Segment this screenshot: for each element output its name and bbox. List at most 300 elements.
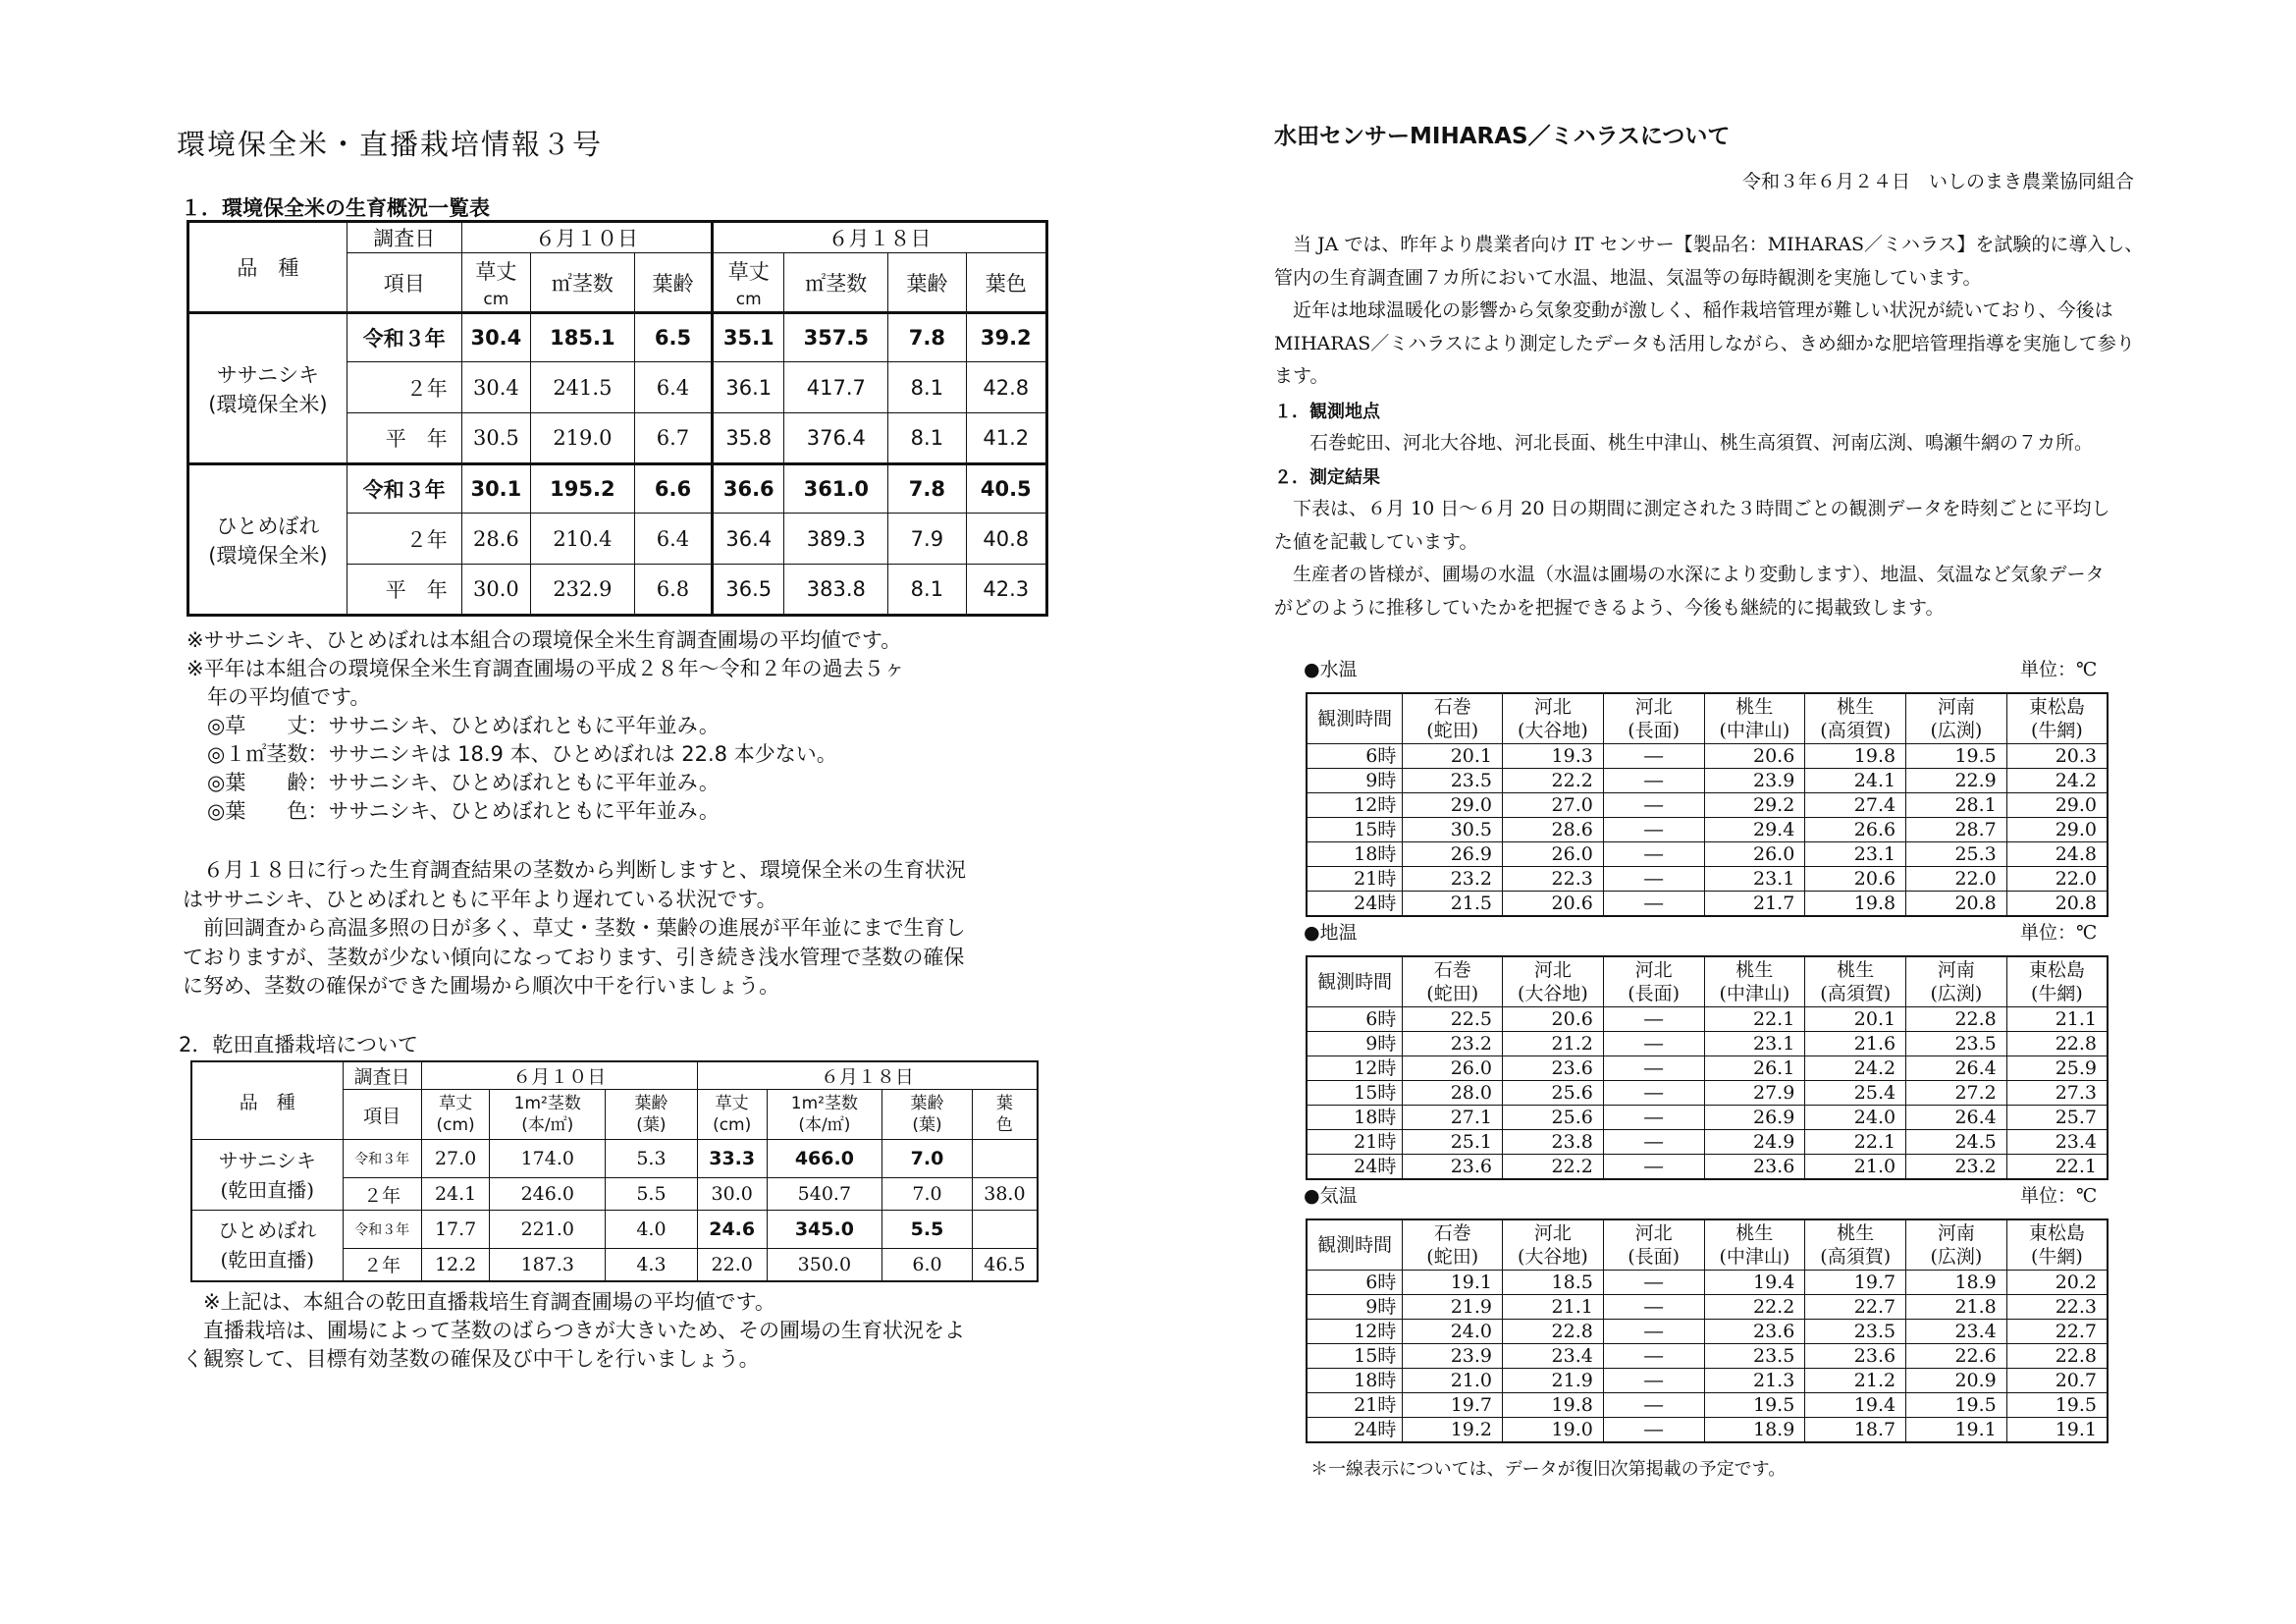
temperature-cell: 26.1 <box>1704 1056 1805 1081</box>
data-cell: 41.2 <box>966 413 1046 464</box>
data-cell: 8.1 <box>888 565 966 616</box>
temperature-cell: 23.9 <box>1403 1344 1503 1369</box>
data-cell: 540.7 <box>767 1178 882 1211</box>
text-line: た値を記載しています。 <box>1274 530 1478 553</box>
station-header: 桃生 (高須賀) <box>1805 1219 1906 1271</box>
temperature-cell: 22.2 <box>1503 769 1604 793</box>
temperature-cell: 25.6 <box>1503 1081 1604 1106</box>
row-label: 令和３年 <box>343 1211 421 1249</box>
row-label: ２年 <box>347 514 461 565</box>
temperature-cell: 23.6 <box>1503 1056 1604 1081</box>
temperature-cell: 27.9 <box>1704 1081 1805 1106</box>
data-cell: 36.5 <box>713 565 784 616</box>
temperature-cell: ― <box>1603 1155 1704 1180</box>
text-line: ◎葉 色：ササニシキ、ひとめぼれともに平年並み。 <box>187 799 720 823</box>
variety-name: ひとめぼれ (環境保全米) <box>188 464 347 616</box>
temperature-cell: 24.2 <box>2006 769 2108 793</box>
data-cell: 40.8 <box>966 514 1046 565</box>
station-header: 河南 (広渕) <box>1906 956 2007 1007</box>
data-cell: 357.5 <box>784 313 888 362</box>
temperature-cell: 24.5 <box>1906 1130 2007 1155</box>
data-cell: 185.1 <box>530 313 634 362</box>
temperature-cell: 22.5 <box>1403 1007 1503 1032</box>
temperature-cell: 20.6 <box>1704 744 1805 769</box>
temperature-cell: 21.6 <box>1805 1032 1906 1056</box>
temperature-cell: 21.0 <box>1403 1369 1503 1393</box>
data-cell: 383.8 <box>784 565 888 616</box>
data-cell: 7.0 <box>882 1178 973 1211</box>
text-line: 生産者の皆様が、圃場の水温（水温は圃場の水深により変動します）、地温、気温など気象データ <box>1274 564 2105 585</box>
data-cell: 24.6 <box>697 1211 767 1249</box>
temperature-cell: 29.4 <box>1704 818 1805 842</box>
temperature-cell: ― <box>1603 769 1704 793</box>
temperature-cell: 21.9 <box>1503 1369 1604 1393</box>
temperature-cell: 19.5 <box>1704 1393 1805 1418</box>
temperature-cell: 22.8 <box>2006 1032 2108 1056</box>
temperature-cell: 21.3 <box>1704 1369 1805 1393</box>
temperature-cell: 26.4 <box>1906 1106 2007 1130</box>
temperature-cell: 19.0 <box>1503 1418 1604 1443</box>
data-cell: 46.5 <box>972 1249 1038 1281</box>
data-cell: 30.4 <box>461 313 530 362</box>
text-line: に努め、茎数の確保ができた圃場から順次中干を行いましょう。 <box>183 974 780 998</box>
temperature-cell: 29.2 <box>1704 793 1805 818</box>
time-cell: 15時 <box>1307 1081 1403 1106</box>
text-line: く観察して、目標有効茎数の確保及び中干しを行いましょう。 <box>183 1347 760 1371</box>
intro-text <box>1274 229 2143 394</box>
col-tillers: 1m²茎数 (本/㎡) <box>490 1090 606 1140</box>
temperature-cell: 20.6 <box>1805 867 1906 892</box>
text-line: ※上記は、本組合の乾田直播栽培生育調査圃場の平均値です。 <box>183 1290 775 1314</box>
temperature-cell: 22.3 <box>2006 1295 2108 1320</box>
time-cell: 15時 <box>1307 1344 1403 1369</box>
unit-label: 単位：℃ <box>2020 922 2098 944</box>
data-cell: 22.0 <box>697 1249 767 1281</box>
direct-seeding-table <box>190 1060 1039 1282</box>
temperature-cell: 29.0 <box>2006 793 2108 818</box>
temperature-cell: ― <box>1603 1081 1704 1106</box>
data-cell: 376.4 <box>784 413 888 464</box>
temperature-cell: 19.8 <box>1805 892 1906 917</box>
data-cell: 42.8 <box>966 362 1046 413</box>
time-cell: 24時 <box>1307 892 1403 917</box>
temperature-cell: 22.2 <box>1503 1155 1604 1180</box>
data-cell: 7.8 <box>888 464 966 514</box>
data-cell: 27.0 <box>421 1140 490 1178</box>
row-label: ２年 <box>347 362 461 413</box>
temperature-cell: 28.0 <box>1403 1081 1503 1106</box>
time-cell: 9時 <box>1307 769 1403 793</box>
row-label: 平 年 <box>347 413 461 464</box>
temperature-cell: 23.2 <box>1906 1155 2007 1180</box>
data-cell: 241.5 <box>530 362 634 413</box>
temperature-cell: 19.4 <box>1805 1393 1906 1418</box>
temperature-cell: 18.9 <box>1704 1418 1805 1443</box>
temperature-cell: 19.7 <box>1403 1393 1503 1418</box>
col-leaf-age: 葉齢 <box>634 253 712 313</box>
temperature-cell: 22.2 <box>1704 1295 1805 1320</box>
data-cell: 30.0 <box>697 1178 767 1211</box>
row-label: 令和３年 <box>347 464 461 514</box>
data-cell: 232.9 <box>530 565 634 616</box>
variety-name: ササニシキ (環境保全米) <box>188 313 347 464</box>
col-height: 草丈 (cm) <box>697 1090 767 1140</box>
temperature-cell: 23.1 <box>1805 842 1906 867</box>
data-cell: 6.8 <box>634 565 712 616</box>
time-cell: 6時 <box>1307 1271 1403 1295</box>
temperature-cell: 20.8 <box>2006 892 2108 917</box>
text-line: MIHARAS／ミハラスにより測定したデータも活用しながら、きめ細かな肥培管理指導を実施して参り <box>1274 332 2135 354</box>
temperature-cell: ― <box>1603 1271 1704 1295</box>
temperature-cell: 21.1 <box>2006 1007 2108 1032</box>
time-cell: 24時 <box>1307 1155 1403 1180</box>
station-header: 石巻 (蛇田) <box>1403 956 1503 1007</box>
temperature-cell: 24.8 <box>2006 842 2108 867</box>
survey-date-header: 調査日 <box>343 1061 421 1090</box>
data-cell: 40.5 <box>966 464 1046 514</box>
time-cell: 18時 <box>1307 1369 1403 1393</box>
survey-date-header: 調査日 <box>347 222 461 253</box>
temperature-cell: 21.8 <box>1906 1295 2007 1320</box>
data-cell: 5.3 <box>606 1140 698 1178</box>
sensor-table <box>1306 692 2109 917</box>
col-leaf-age: 葉齢 (葉) <box>882 1090 973 1140</box>
right-title: 水田センサーMIHARAS／ミハラスについて <box>1274 124 1731 149</box>
temperature-cell: 21.9 <box>1403 1295 1503 1320</box>
row-label: ２年 <box>343 1178 421 1211</box>
row-label: 平 年 <box>347 565 461 616</box>
data-cell: 33.3 <box>697 1140 767 1178</box>
data-cell: 219.0 <box>530 413 634 464</box>
temperature-cell: 24.0 <box>1403 1320 1503 1344</box>
temperature-cell: 24.2 <box>1805 1056 1906 1081</box>
temperature-cell: 19.3 <box>1503 744 1604 769</box>
temperature-cell: 20.9 <box>1906 1369 2007 1393</box>
sensor-table <box>1306 1218 2109 1443</box>
temperature-cell: ― <box>1603 1130 1704 1155</box>
row-label: ２年 <box>343 1249 421 1281</box>
section1-commentary <box>183 856 966 1001</box>
temperature-cell: 19.1 <box>2006 1418 2108 1443</box>
temperature-cell: 23.2 <box>1403 867 1503 892</box>
data-cell: 8.1 <box>888 362 966 413</box>
text-line: ておりますが、茎数が少ない傾向になっております、引き続き浅水管理で茎数の確保 <box>183 945 965 969</box>
data-cell: 24.1 <box>421 1178 490 1211</box>
col-tillers: ㎡茎数 <box>784 253 888 313</box>
variety-header: 品 種 <box>188 222 347 313</box>
col-tillers: ㎡茎数 <box>530 253 634 313</box>
temperature-cell: 24.9 <box>1704 1130 1805 1155</box>
station-header: 桃生 (中津山) <box>1704 956 1805 1007</box>
text-line: 近年は地球温暖化の影響から気象変動が激しく、稲作栽培管理が難しい状況が続いており、今後は <box>1274 299 2113 321</box>
data-cell: 389.3 <box>784 514 888 565</box>
temperature-cell: 21.2 <box>1503 1032 1604 1056</box>
temperature-cell: 26.6 <box>1805 818 1906 842</box>
temperature-cell: 22.8 <box>2006 1344 2108 1369</box>
temperature-cell: 20.3 <box>2006 744 2108 769</box>
temperature-cell: ― <box>1603 1393 1704 1418</box>
section2-commentary <box>183 1288 965 1374</box>
temperature-cell: 23.5 <box>1906 1032 2007 1056</box>
temperature-cell: 26.0 <box>1704 842 1805 867</box>
variety-name: ひとめぼれ (乾田直播) <box>191 1211 343 1281</box>
temperature-cell: 22.1 <box>1704 1007 1805 1032</box>
data-cell: 39.2 <box>966 313 1046 362</box>
time-header: 観測時間 <box>1307 956 1403 1007</box>
temperature-cell: 26.0 <box>1403 1056 1503 1081</box>
temperature-cell: 25.3 <box>1906 842 2007 867</box>
data-cell: 7.0 <box>882 1140 973 1178</box>
data-cell: 6.0 <box>882 1249 973 1281</box>
data-cell: 36.4 <box>713 514 784 565</box>
temperature-cell: 18.5 <box>1503 1271 1604 1295</box>
text-line: 下表は、６月 10 日～６月 20 日の期間に測定された３時間ごとの観測データを時刻ごとに平均し <box>1274 498 2110 519</box>
time-header: 観測時間 <box>1307 1219 1403 1271</box>
station-header: 河北 (大谷地) <box>1503 693 1604 744</box>
temperature-cell: 18.7 <box>1805 1418 1906 1443</box>
data-cell: 6.5 <box>634 313 712 362</box>
data-cell: 195.2 <box>530 464 634 514</box>
observation-points-text: 石巻蛇田、河北大谷地、河北長面、桃生中津山、桃生高須賀、河南広渕、鳴瀬牛網の７カ所。 <box>1309 432 2094 454</box>
temperature-cell: 19.5 <box>1906 744 2007 769</box>
observation-points-heading: １．観測地点 <box>1274 402 1380 422</box>
text-line: ◎１㎡茎数：ササニシキは 18.9 本、ひとめぼれは 22.8 本少ない。 <box>187 742 837 766</box>
temperature-cell: 24.1 <box>1805 769 1906 793</box>
temperature-cell: 26.4 <box>1906 1056 2007 1081</box>
col-tillers: 1m²茎数 (本/㎡) <box>767 1090 882 1140</box>
col-height: 草丈 (cm) <box>421 1090 490 1140</box>
data-cell: 5.5 <box>606 1178 698 1211</box>
temperature-cell: 27.1 <box>1403 1106 1503 1130</box>
data-cell: 466.0 <box>767 1140 882 1178</box>
station-header: 河南 (広渕) <box>1906 693 2007 744</box>
data-cell: 42.3 <box>966 565 1046 616</box>
sensor-table <box>1306 955 2109 1180</box>
temperature-cell: ― <box>1603 1032 1704 1056</box>
temperature-cell: 22.6 <box>1906 1344 2007 1369</box>
temperature-cell: ― <box>1603 793 1704 818</box>
text-line: 当 JA では、昨年より農業者向け IT センサー【製品名：MIHARAS／ミハラス】を試験的に導入し、 <box>1274 234 2144 255</box>
temperature-cell: 19.8 <box>1503 1393 1604 1418</box>
temperature-cell: ― <box>1603 744 1704 769</box>
data-cell: 4.0 <box>606 1211 698 1249</box>
text-line: ます。 <box>1274 365 1329 387</box>
temperature-cell: 19.5 <box>1906 1393 2007 1418</box>
text-line: ※平年は本組合の環境保全米生育調査圃場の平成２８年～令和２年の過去５ヶ <box>187 657 905 680</box>
col-leaf-age: 葉齢 <box>888 253 966 313</box>
text-line: 直播栽培は、圃場によって茎数のばらつきが大きいため、その圃場の生育状況をよ <box>183 1319 965 1342</box>
text-line: ◎草 丈：ササニシキ、ひとめぼれともに平年並み。 <box>187 714 720 737</box>
time-cell: 21時 <box>1307 1393 1403 1418</box>
temperature-cell: 18.9 <box>1906 1271 2007 1295</box>
temperature-cell: 26.9 <box>1704 1106 1805 1130</box>
temperature-cell: 25.9 <box>2006 1056 2108 1081</box>
data-cell: 36.1 <box>713 362 784 413</box>
data-cell: 30.1 <box>461 464 530 514</box>
temperature-cell: ― <box>1603 1369 1704 1393</box>
station-header: 桃生 (高須賀) <box>1805 693 1906 744</box>
data-cell: 6.4 <box>634 362 712 413</box>
document-title: 環境保全米・直播栽培情報３号 <box>177 128 604 161</box>
data-cell: 30.4 <box>461 362 530 413</box>
station-header: 河南 (広渕) <box>1906 1219 2007 1271</box>
item-header: 項目 <box>343 1090 421 1140</box>
data-cell: 246.0 <box>490 1178 606 1211</box>
temperature-cell: 22.8 <box>1906 1007 2007 1032</box>
data-cell: 221.0 <box>490 1211 606 1249</box>
temperature-cell: 23.6 <box>1805 1344 1906 1369</box>
section1-notes <box>187 626 905 826</box>
time-header: 観測時間 <box>1307 693 1403 744</box>
date1-header: ６月１０日 <box>461 222 712 253</box>
data-cell: 36.6 <box>713 464 784 514</box>
time-cell: 21時 <box>1307 1130 1403 1155</box>
temperature-cell: 20.1 <box>1403 744 1503 769</box>
station-header: 石巻 (蛇田) <box>1403 1219 1503 1271</box>
data-cell: 35.1 <box>713 313 784 362</box>
temperature-cell: 25.7 <box>2006 1106 2108 1130</box>
station-header: 河北 (長面) <box>1603 693 1704 744</box>
temperature-cell: ― <box>1603 1056 1704 1081</box>
time-cell: 6時 <box>1307 744 1403 769</box>
temperature-cell: 22.0 <box>2006 867 2108 892</box>
temperature-cell: 23.2 <box>1403 1032 1503 1056</box>
temperature-cell: ― <box>1603 867 1704 892</box>
data-cell: 6.4 <box>634 514 712 565</box>
data-cell: 5.5 <box>882 1211 973 1249</box>
temperature-cell: 23.6 <box>1704 1320 1805 1344</box>
temperature-cell: 23.5 <box>1403 769 1503 793</box>
text-line: がどのように推移していたかを把握できるよう、今後も継続的に掲載致します。 <box>1274 596 1945 619</box>
data-cell: 8.1 <box>888 413 966 464</box>
data-cell: 187.3 <box>490 1249 606 1281</box>
temperature-cell: 23.4 <box>1503 1344 1604 1369</box>
text-line: はササニシキ、ひとめぼれともに平年より遅れている状況です。 <box>183 887 777 911</box>
temperature-cell: 21.2 <box>1805 1369 1906 1393</box>
time-cell: 15時 <box>1307 818 1403 842</box>
temperature-cell: 26.9 <box>1403 842 1503 867</box>
temperature-cell: 21.7 <box>1704 892 1805 917</box>
data-cell <box>972 1140 1038 1178</box>
temperature-cell: 20.6 <box>1503 892 1604 917</box>
temperature-cell: 30.5 <box>1403 818 1503 842</box>
time-cell: 9時 <box>1307 1032 1403 1056</box>
date1-header: ６月１０日 <box>421 1061 697 1090</box>
data-cell: 28.6 <box>461 514 530 565</box>
temperature-cell: 23.6 <box>1704 1155 1805 1180</box>
time-cell: 21時 <box>1307 867 1403 892</box>
data-cell: 417.7 <box>784 362 888 413</box>
temperature-cell: 25.6 <box>1503 1106 1604 1130</box>
data-cell: 350.0 <box>767 1249 882 1281</box>
temperature-cell: ― <box>1603 1295 1704 1320</box>
temperature-cell: ― <box>1603 1418 1704 1443</box>
time-cell: 12時 <box>1307 1056 1403 1081</box>
temperature-cell: 19.2 <box>1403 1418 1503 1443</box>
temperature-cell: 23.9 <box>1704 769 1805 793</box>
temperature-cell: 22.3 <box>1503 867 1604 892</box>
data-cell <box>972 1211 1038 1249</box>
temperature-cell: 28.1 <box>1906 793 2007 818</box>
section1-heading: １．環境保全米の生育概況一覧表 <box>181 196 490 220</box>
temperature-cell: ― <box>1603 1320 1704 1344</box>
temperature-cell: 23.5 <box>1805 1320 1906 1344</box>
temperature-cell: 19.8 <box>1805 744 1906 769</box>
station-header: 東松島 (牛網) <box>2006 956 2108 1007</box>
data-cell: 12.2 <box>421 1249 490 1281</box>
col-leaf-age: 葉齢 (葉) <box>606 1090 698 1140</box>
data-cell: 361.0 <box>784 464 888 514</box>
col-leaf-color: 葉色 <box>966 253 1046 313</box>
data-cell: 17.7 <box>421 1211 490 1249</box>
temperature-cell: 23.8 <box>1503 1130 1604 1155</box>
temperature-cell: 19.4 <box>1704 1271 1805 1295</box>
data-cell: 38.0 <box>972 1178 1038 1211</box>
variety-name: ササニシキ (乾田直播) <box>191 1140 343 1211</box>
temperature-cell: 23.1 <box>1704 1032 1805 1056</box>
time-cell: 6時 <box>1307 1007 1403 1032</box>
col-leaf-color: 葉 色 <box>972 1090 1038 1140</box>
temperature-cell: 25.1 <box>1403 1130 1503 1155</box>
temperature-cell: 22.7 <box>1805 1295 1906 1320</box>
text-line: 前回調査から高温多照の日が多く、草丈・茎数・葉齢の進展が平年並にまで生育し <box>183 916 966 940</box>
time-cell: 12時 <box>1307 1320 1403 1344</box>
temperature-cell: 28.6 <box>1503 818 1604 842</box>
time-cell: 12時 <box>1307 793 1403 818</box>
temperature-cell: ― <box>1603 842 1704 867</box>
temperature-cell: 19.5 <box>2006 1393 2108 1418</box>
variety-header: 品 種 <box>191 1061 343 1140</box>
data-cell: 6.7 <box>634 413 712 464</box>
col-height: 草丈 cm <box>713 253 784 313</box>
section2-heading: 2．乾田直播栽培について <box>179 1033 418 1056</box>
temperature-cell: 19.1 <box>1906 1418 2007 1443</box>
temperature-cell: 29.0 <box>2006 818 2108 842</box>
station-header: 桃生 (中津山) <box>1704 1219 1805 1271</box>
temperature-cell: 20.7 <box>2006 1369 2108 1393</box>
data-cell: 7.8 <box>888 313 966 362</box>
time-cell: 9時 <box>1307 1295 1403 1320</box>
temperature-cell: ― <box>1603 1007 1704 1032</box>
temperature-cell: 23.4 <box>2006 1130 2108 1155</box>
temperature-cell: 22.9 <box>1906 769 2007 793</box>
temperature-cell: 28.7 <box>1906 818 2007 842</box>
temperature-cell: ― <box>1603 892 1704 917</box>
text-line: ※ササニシキ、ひとめぼれは本組合の環境保全米生育調査圃場の平均値です。 <box>187 628 902 652</box>
time-cell: 18時 <box>1307 1106 1403 1130</box>
station-header: 桃生 (中津山) <box>1704 693 1805 744</box>
temperature-cell: 24.0 <box>1805 1106 1906 1130</box>
data-cell: 6.6 <box>634 464 712 514</box>
temperature-cell: 23.6 <box>1403 1155 1503 1180</box>
temperature-cell: 27.4 <box>1805 793 1906 818</box>
temperature-cell: 20.6 <box>1503 1007 1604 1032</box>
time-cell: 18時 <box>1307 842 1403 867</box>
temperature-cell: 21.0 <box>1805 1155 1906 1180</box>
station-header: 石巻 (蛇田) <box>1403 693 1503 744</box>
results-heading: ２．測定結果 <box>1274 467 1380 488</box>
text-line: ◎葉 齢：ササニシキ、ひとめぼれともに平年並み。 <box>187 771 720 794</box>
temperature-cell: 19.1 <box>1403 1271 1503 1295</box>
temperature-cell: ― <box>1603 1106 1704 1130</box>
data-cell: 7.9 <box>888 514 966 565</box>
footnote: ＊一線表示については、データが復旧次第掲載の予定です。 <box>1310 1459 1787 1480</box>
data-cell: 30.5 <box>461 413 530 464</box>
text-line: 管内の生育調査圃７カ所において水温、地温、気温等の毎時観測を実施しています。 <box>1274 266 1982 289</box>
unit-label: 単位：℃ <box>2020 659 2098 680</box>
sensor-table-label: ●地温 <box>1304 922 1358 944</box>
temperature-cell: 20.8 <box>1906 892 2007 917</box>
